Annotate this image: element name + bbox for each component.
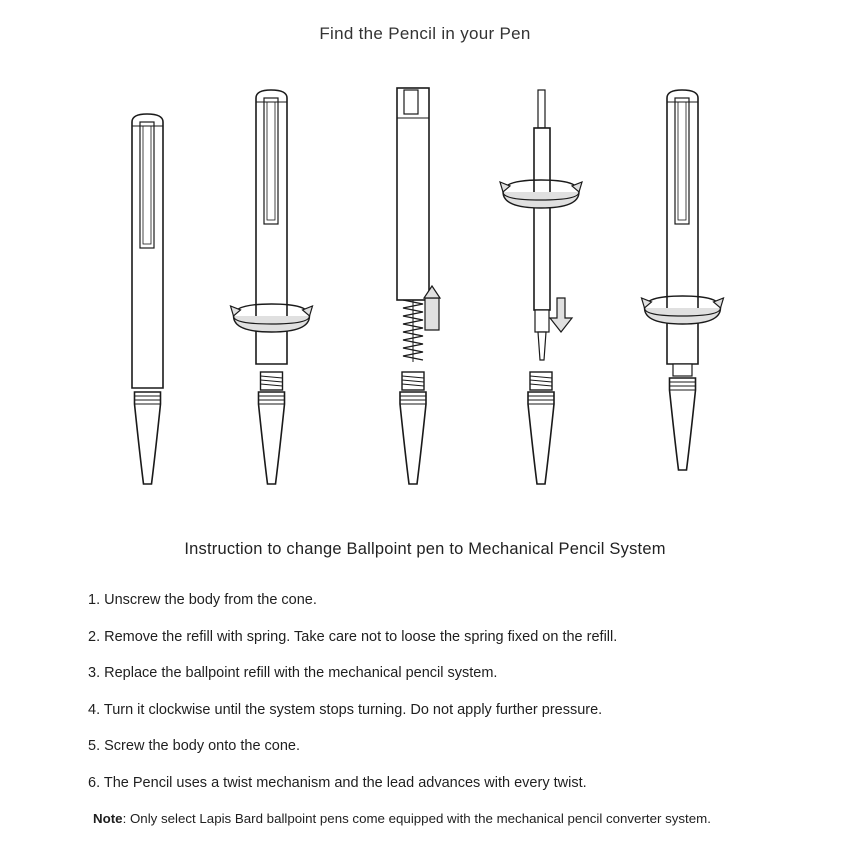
step-item: 5. Screw the body onto the cone. <box>88 738 301 754</box>
page-title: Find the Pencil in your Pen <box>319 24 531 43</box>
instruction-steps <box>88 590 828 809</box>
step-item: 2. Remove the refill with spring. Take care not to loose the spring fixed on the refill. <box>88 628 618 645</box>
insert-pencil-system <box>500 90 582 484</box>
instruction-heading: Instruction to change Ballpoint pen to Mechanical Pencil System <box>184 540 666 558</box>
remove-refill <box>397 88 440 484</box>
assembled-pen <box>132 114 163 484</box>
note <box>93 811 711 826</box>
step-item: 4. Turn it clockwise until the system stops turning. Do not apply further pressure. <box>88 701 603 718</box>
note-text: : Only select Lapis Bard ballpoint pens come equipped with the mechanical pencil converter system. <box>122 811 711 826</box>
unscrew-body <box>231 90 313 484</box>
step-item: 1. Unscrew the body from the cone. <box>88 592 317 608</box>
down-arrow-icon <box>550 298 572 332</box>
up-arrow-icon <box>425 298 439 330</box>
step-item: 6. The Pencil uses a twist mechanism and the lead advances with every twist. <box>88 774 587 791</box>
step-item: 3. Replace the ballpoint refill with the mechanical pencil system. <box>88 665 498 681</box>
reassembled-pen <box>642 90 724 470</box>
note-label: Note <box>93 811 123 826</box>
